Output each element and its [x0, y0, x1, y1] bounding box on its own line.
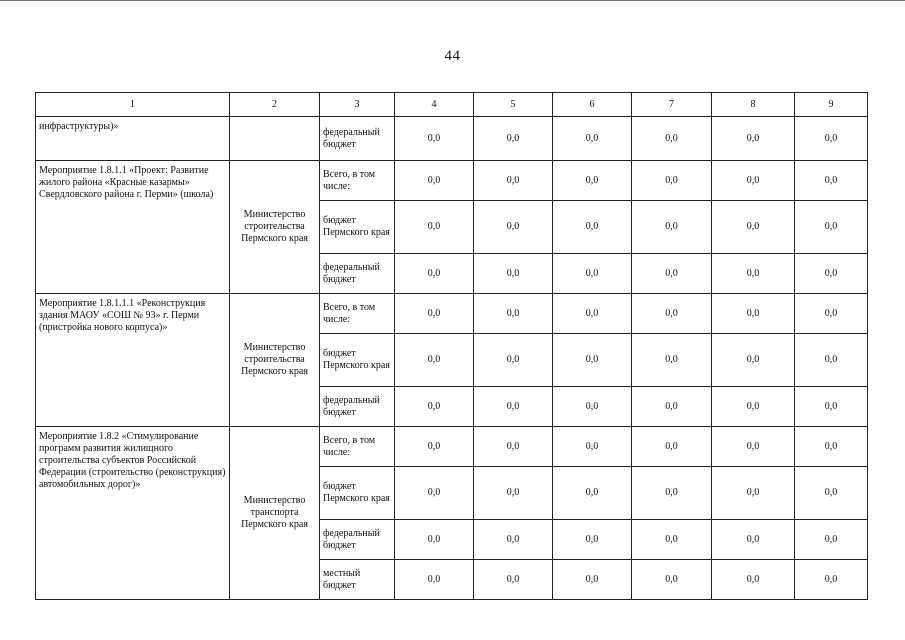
- value-cell: 0,0: [474, 254, 553, 294]
- funding-source: Всего, в том числе:: [320, 427, 395, 467]
- funding-source: федеральный бюджет: [320, 520, 395, 560]
- page-number: 44: [444, 48, 461, 64]
- value-cell: 0,0: [712, 467, 795, 520]
- column-header: 6: [553, 93, 632, 117]
- value-cell: 0,0: [474, 161, 553, 201]
- value-cell: 0,0: [474, 427, 553, 467]
- value-cell: 0,0: [474, 467, 553, 520]
- column-header: 5: [474, 93, 553, 117]
- value-cell: 0,0: [395, 467, 474, 520]
- value-cell: 0,0: [795, 161, 868, 201]
- value-cell: 0,0: [795, 387, 868, 427]
- value-cell: 0,0: [553, 294, 632, 334]
- value-cell: 0,0: [632, 387, 712, 427]
- value-cell: 0,0: [474, 294, 553, 334]
- value-cell: 0,0: [712, 161, 795, 201]
- agency-name: [230, 117, 320, 161]
- value-cell: 0,0: [474, 387, 553, 427]
- agency-name: Министерство строительства Пермского края: [230, 294, 320, 427]
- value-cell: 0,0: [712, 520, 795, 560]
- funding-source: бюджет Пермского края: [320, 334, 395, 387]
- value-cell: 0,0: [474, 560, 553, 600]
- value-cell: 0,0: [553, 254, 632, 294]
- value-cell: 0,0: [474, 334, 553, 387]
- value-cell: 0,0: [632, 294, 712, 334]
- value-cell: 0,0: [795, 334, 868, 387]
- funding-source: Всего, в том числе:: [320, 294, 395, 334]
- value-cell: 0,0: [553, 334, 632, 387]
- column-header: 1: [36, 93, 230, 117]
- measure-name: Мероприятие 1.8.1.1.1 «Реконструкция здания МАОУ «СОШ № 93» г. Перми (пристройка нового корпуса)»: [36, 294, 230, 427]
- value-cell: 0,0: [712, 201, 795, 254]
- value-cell: 0,0: [712, 117, 795, 161]
- column-header: 8: [712, 93, 795, 117]
- value-cell: 0,0: [395, 334, 474, 387]
- funding-source: федеральный бюджет: [320, 387, 395, 427]
- value-cell: 0,0: [712, 387, 795, 427]
- value-cell: 0,0: [395, 117, 474, 161]
- value-cell: 0,0: [795, 520, 868, 560]
- value-cell: 0,0: [553, 520, 632, 560]
- value-cell: 0,0: [795, 427, 868, 467]
- value-cell: 0,0: [632, 334, 712, 387]
- column-header: 2: [230, 93, 320, 117]
- value-cell: 0,0: [395, 161, 474, 201]
- value-cell: 0,0: [712, 254, 795, 294]
- value-cell: 0,0: [632, 467, 712, 520]
- funding-source: местный бюджет: [320, 560, 395, 600]
- value-cell: 0,0: [795, 201, 868, 254]
- budget-table: [35, 92, 868, 600]
- value-cell: 0,0: [474, 520, 553, 560]
- value-cell: 0,0: [795, 467, 868, 520]
- value-cell: 0,0: [395, 520, 474, 560]
- funding-source: бюджет Пермского края: [320, 201, 395, 254]
- value-cell: 0,0: [395, 254, 474, 294]
- table-row: [36, 117, 868, 161]
- column-header: 7: [632, 93, 712, 117]
- top-rule: [0, 0, 905, 1]
- value-cell: 0,0: [795, 254, 868, 294]
- column-header: 4: [395, 93, 474, 117]
- measure-name: Мероприятие 1.8.1.1 «Проект: Развитие жилого района «Красные казармы» Свердловского района г. Перми» (школа): [36, 161, 230, 294]
- value-cell: 0,0: [395, 560, 474, 600]
- agency-name: Министерство транспорта Пермского края: [230, 427, 320, 600]
- table-row: [36, 294, 868, 334]
- measure-name: Мероприятие 1.8.2 «Стимулирование программ развития жилищного строительства субъектов Российской Федерации (строительство (реконструкция) автомобильных дорог)»: [36, 427, 230, 600]
- value-cell: 0,0: [474, 201, 553, 254]
- funding-source: бюджет Пермского края: [320, 467, 395, 520]
- table-body: [36, 93, 868, 600]
- value-cell: 0,0: [632, 117, 712, 161]
- column-header: 9: [795, 93, 868, 117]
- measure-name: инфраструктуры)»: [36, 117, 230, 161]
- value-cell: 0,0: [632, 254, 712, 294]
- value-cell: 0,0: [553, 117, 632, 161]
- value-cell: 0,0: [474, 117, 553, 161]
- column-header: 3: [320, 93, 395, 117]
- table-row: [36, 427, 868, 467]
- value-cell: 0,0: [632, 520, 712, 560]
- value-cell: 0,0: [632, 161, 712, 201]
- value-cell: 0,0: [632, 560, 712, 600]
- value-cell: 0,0: [553, 427, 632, 467]
- value-cell: 0,0: [795, 560, 868, 600]
- header-row: [36, 93, 868, 117]
- funding-source: федеральный бюджет: [320, 117, 395, 161]
- funding-source: федеральный бюджет: [320, 254, 395, 294]
- value-cell: 0,0: [632, 201, 712, 254]
- value-cell: 0,0: [395, 387, 474, 427]
- value-cell: 0,0: [553, 201, 632, 254]
- value-cell: 0,0: [553, 560, 632, 600]
- value-cell: 0,0: [395, 427, 474, 467]
- value-cell: 0,0: [553, 387, 632, 427]
- funding-source: Всего, в том числе:: [320, 161, 395, 201]
- value-cell: 0,0: [553, 161, 632, 201]
- value-cell: 0,0: [795, 294, 868, 334]
- value-cell: 0,0: [395, 294, 474, 334]
- value-cell: 0,0: [712, 560, 795, 600]
- value-cell: 0,0: [712, 427, 795, 467]
- table-row: [36, 161, 868, 201]
- value-cell: 0,0: [795, 117, 868, 161]
- value-cell: 0,0: [395, 201, 474, 254]
- value-cell: 0,0: [712, 294, 795, 334]
- value-cell: 0,0: [632, 427, 712, 467]
- value-cell: 0,0: [553, 467, 632, 520]
- value-cell: 0,0: [712, 334, 795, 387]
- agency-name: Министерство строительства Пермского края: [230, 161, 320, 294]
